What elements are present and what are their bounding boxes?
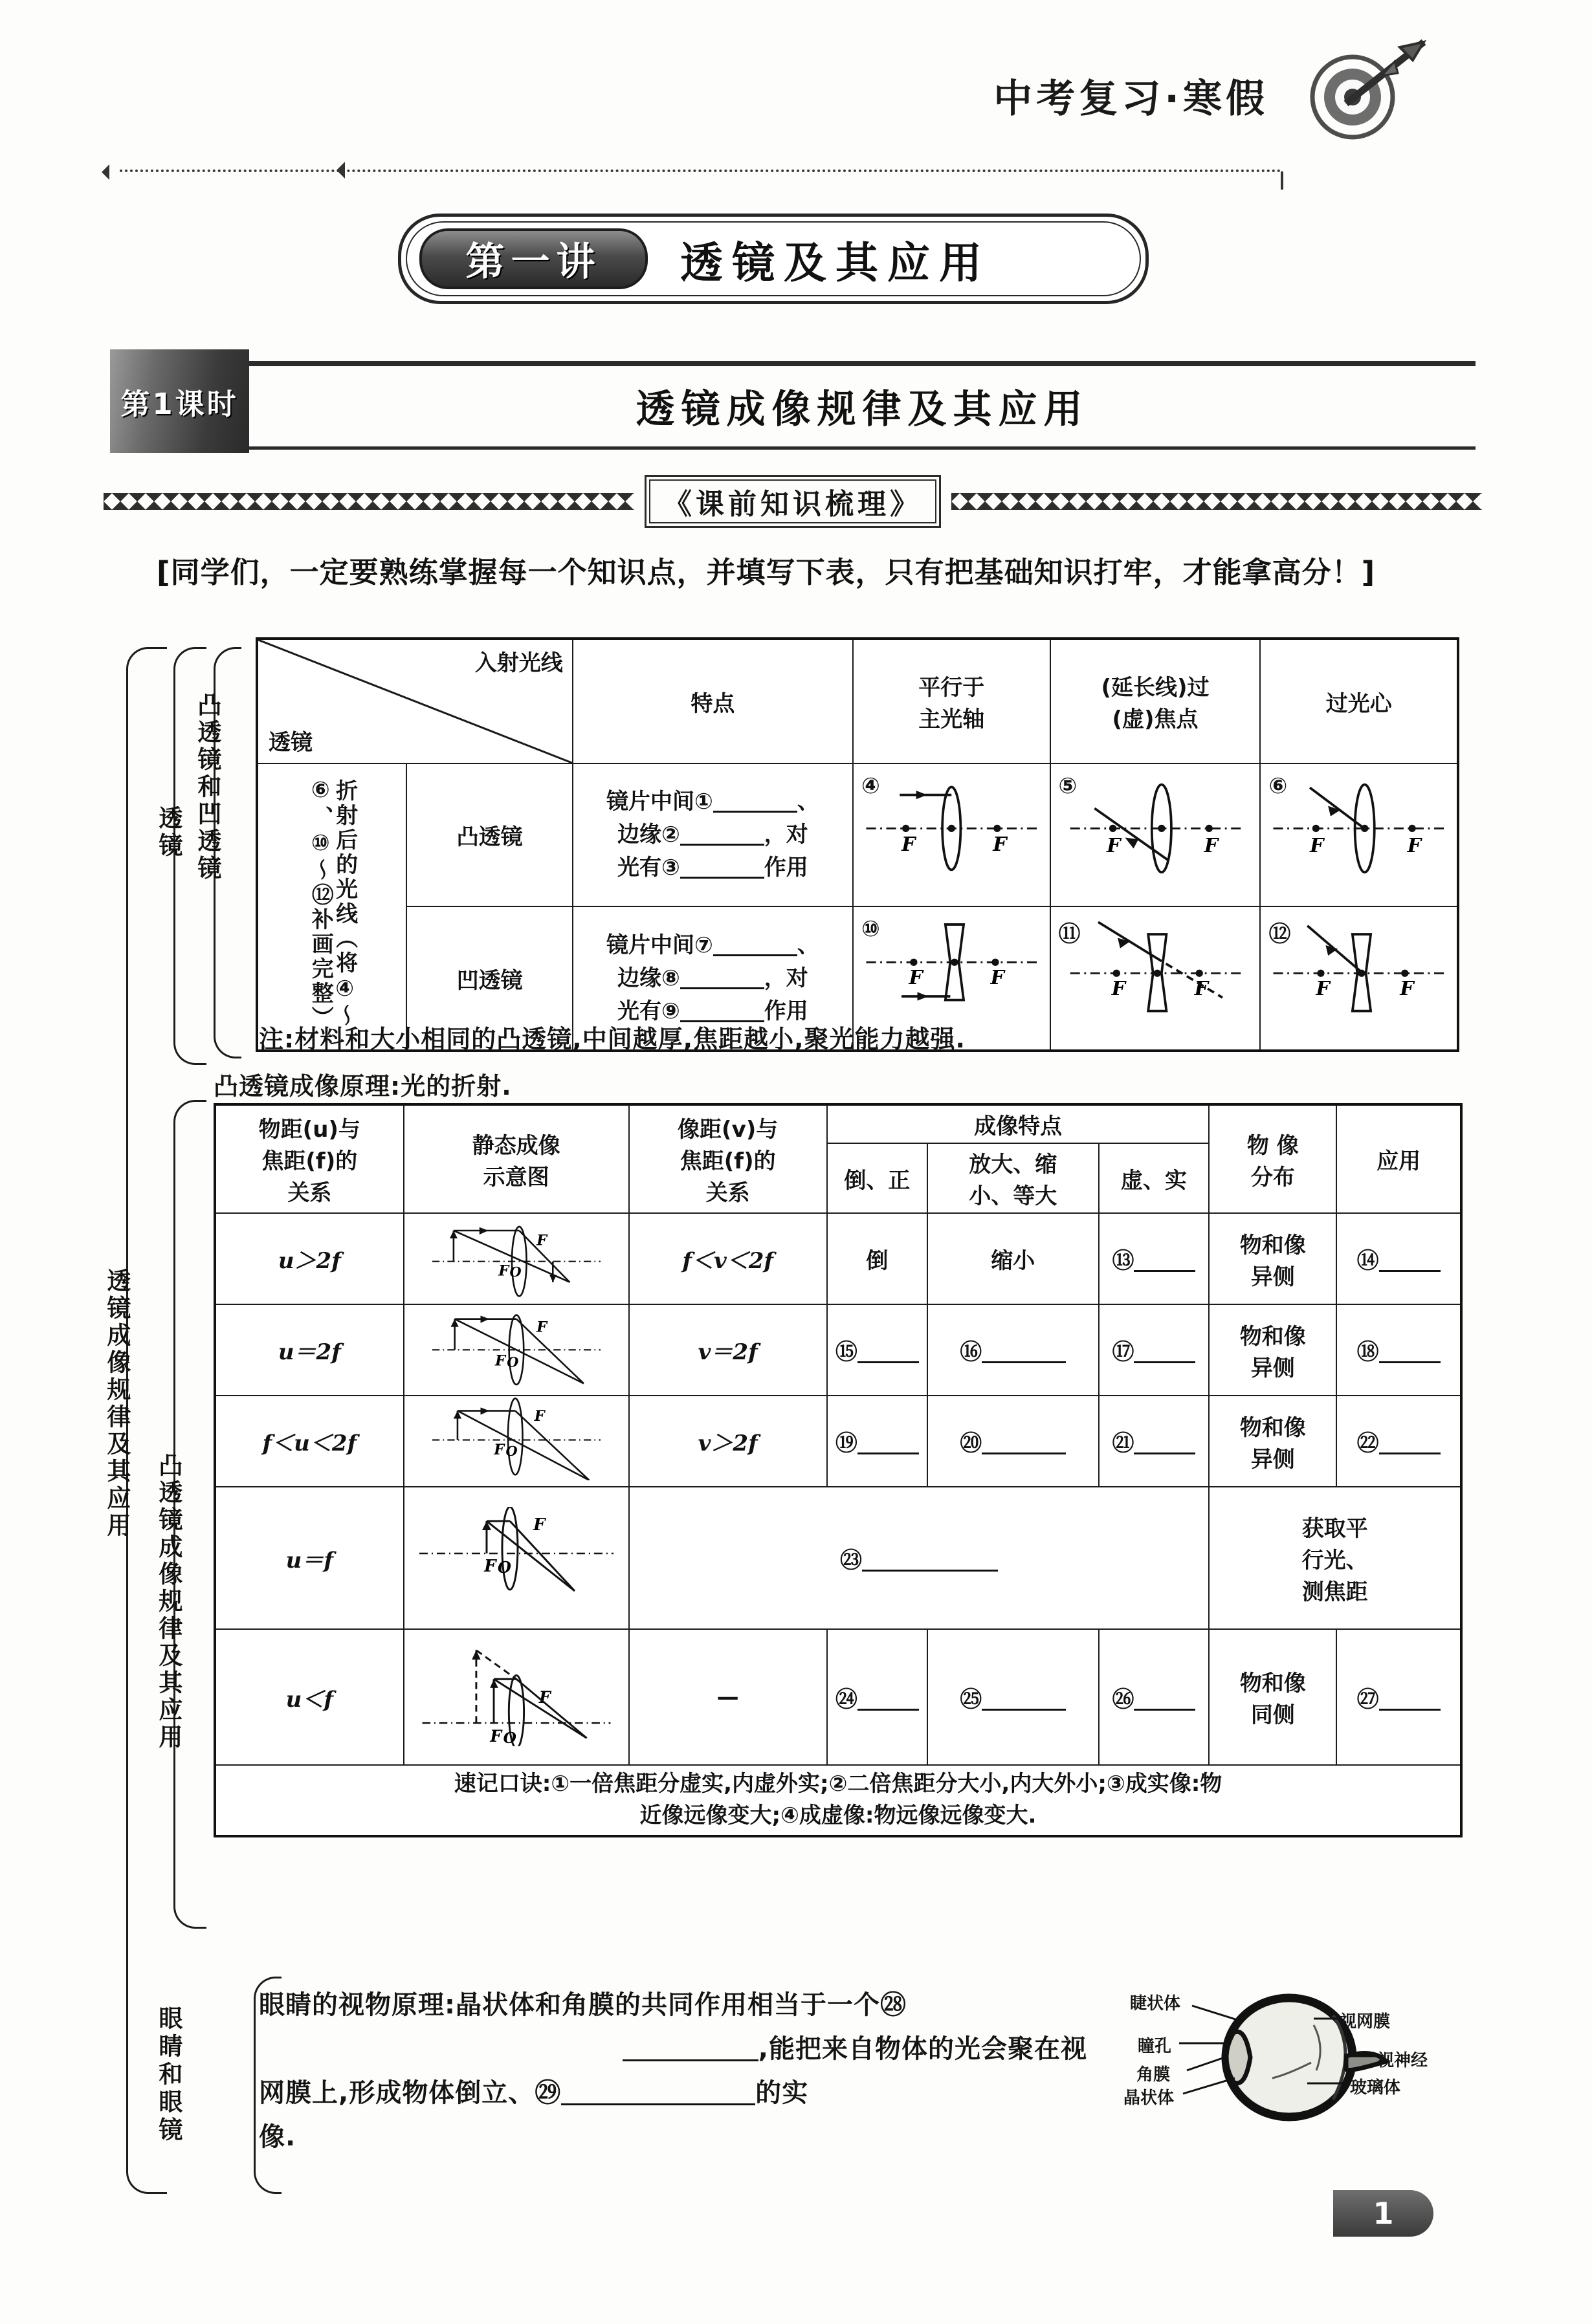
eye-line1 [259, 1983, 1087, 2027]
header-v-l3: 关系 [705, 1180, 750, 1206]
blank-number-13: ⑬ [1112, 1248, 1134, 1274]
svg-text:F: F [536, 1232, 547, 1249]
svg-text:F: F [1316, 978, 1331, 1001]
svg-text:F: F [901, 833, 916, 856]
row1-application [1336, 1213, 1461, 1304]
eye-text-c: 网膜上,形成物体倒立、㉙ [259, 2078, 562, 2108]
table-row [215, 1213, 1461, 1304]
blank-number-27: ㉗ [1356, 1686, 1379, 1713]
row4-u: u＝f [215, 1487, 404, 1629]
svg-text:F: F [483, 1556, 496, 1576]
header-arrow-marker [337, 162, 345, 179]
mnemonic-line1: ①一倍焦距分虚实,内虚外实;②二倍焦距分大小,内大外小;③成实像:物 [551, 1771, 1222, 1797]
header-lens: 透镜 [269, 730, 313, 756]
intro-paragraph [116, 553, 1476, 593]
row3-application [1336, 1396, 1461, 1487]
note-convex-thickness: 注:材料和大小相同的凸透镜,中间越厚,焦距越小,聚光能力越强. [259, 1025, 966, 1053]
svg-text:F: F [534, 1408, 545, 1425]
header-focus-l2: (虚)焦点 [1112, 707, 1199, 732]
outline-label-eye: 眼睛和眼镜 [154, 2006, 182, 2145]
blank-number-10: ⑩ [861, 916, 880, 943]
imaging-diagram-u-eq-2f [404, 1305, 628, 1389]
svg-text:F: F [1204, 834, 1218, 857]
row2-orientation [827, 1304, 927, 1396]
row4-diagram-cell [404, 1487, 629, 1629]
table-mnemonic-row [215, 1765, 1461, 1836]
row1-dist-l1: 物和像 [1239, 1232, 1306, 1258]
row1-v: f＜v＜2f [629, 1213, 827, 1304]
imaging-diagram-u-lt-f [404, 1643, 628, 1746]
blank-number-26: ㉖ [1112, 1686, 1134, 1713]
row5-application [1336, 1629, 1461, 1765]
row1-reality [1099, 1213, 1210, 1304]
concave-feature-line2 [577, 962, 848, 995]
row5-dist-l1: 物和像 [1239, 1671, 1306, 1696]
row1-size: 缩小 [927, 1213, 1099, 1304]
svg-text:F: F [993, 833, 1007, 856]
convex-lens-parallel-ray-diagram [854, 771, 1050, 874]
convex-feature-l1-b: 、 [797, 789, 819, 815]
running-head-title: 中考复习·寒假 [993, 76, 1268, 122]
eye-line4 [259, 2115, 1087, 2159]
header-image-distance [629, 1104, 827, 1213]
svg-text:F: F [909, 967, 923, 990]
row1-dist-l2: 异侧 [1250, 1264, 1295, 1290]
eye-text-e: 像. [259, 2122, 296, 2152]
row2-dist-l2: 异侧 [1250, 1355, 1295, 1381]
outline-label-imaging: 凸透镜成像规律及其应用 [154, 1453, 182, 1751]
header-size-l1: 放大、缩 [969, 1152, 1057, 1178]
header-imaging-features: 成像特点 [827, 1104, 1210, 1143]
chevron-left-icon: 《 [663, 488, 696, 521]
diagonal-header-cell [257, 639, 573, 763]
chapter-badge: 第一讲 [419, 228, 648, 289]
diagram-cell-concave-focus [1050, 906, 1261, 1051]
row5-v: — [629, 1629, 827, 1765]
concave-feature-line1 [577, 929, 848, 962]
eye-label-vitreous-body: 玻璃体 [1350, 2078, 1401, 2098]
row4-application [1209, 1487, 1461, 1629]
row3-u: f＜u＜2f [215, 1396, 404, 1487]
concave-feature-l1-a: 镜片中间⑦ [606, 932, 713, 958]
row4-app-l2: 行光、 [1301, 1547, 1368, 1573]
eye-line3 [259, 2071, 1087, 2115]
row5-u: u＜f [215, 1629, 404, 1765]
header-incident-ray: 入射光线 [474, 650, 563, 676]
eye-label-pupil: 瞳孔 [1138, 2037, 1172, 2056]
svg-text:F: F [498, 1262, 509, 1280]
row2-diagram-cell [404, 1304, 629, 1396]
chapter-banner [398, 214, 1149, 304]
svg-text:F: F [494, 1352, 505, 1370]
lesson-tab-label: 第1课时 [120, 386, 239, 421]
svg-text:F: F [1106, 834, 1121, 857]
header-object-distance [215, 1104, 404, 1213]
convex-feature-line1 [577, 785, 848, 818]
blank-number-20: ⑳ [960, 1431, 982, 1456]
row2-reality [1099, 1304, 1210, 1396]
blank-number-19: ⑲ [835, 1431, 857, 1456]
eye-label-optic-nerve: 视神经 [1377, 2051, 1428, 2070]
header-size-l2: 小、等大 [969, 1183, 1057, 1209]
convex-feature-l2-b: ，对 [764, 822, 808, 848]
row3-dist-l2: 异侧 [1250, 1446, 1295, 1473]
row1-diagram-cell [404, 1213, 629, 1304]
convex-feature-cell [573, 763, 853, 906]
page-number-badge: 1 [1333, 2190, 1433, 2237]
header-v-l1: 像距(v)与 [678, 1117, 779, 1143]
row5-orientation [827, 1629, 927, 1765]
header-diagram-l1: 静态成像 [472, 1132, 560, 1159]
blank-number-11: ⑪ [1058, 921, 1081, 948]
row4-app-l3: 测焦距 [1301, 1579, 1368, 1605]
row3-v: v＞2f [629, 1396, 827, 1487]
diamond-rule-right [951, 493, 1482, 510]
convex-feature-l1-a: 镜片中间① [606, 789, 713, 815]
svg-text:F: F [493, 1442, 504, 1459]
diagram-cell-concave-center [1260, 906, 1458, 1051]
lens-ray-table [256, 637, 1459, 1052]
table-header-row [257, 639, 1458, 763]
outline-label-lens: 透镜 [154, 806, 182, 860]
lesson-title-bar [249, 361, 1476, 450]
header-parallel-l1: 平行于 [918, 675, 985, 701]
row2-dist-l1: 物和像 [1239, 1323, 1306, 1350]
svg-text:F: F [1194, 978, 1208, 1001]
blank-number-12: ⑫ [1268, 921, 1291, 948]
svg-text:F: F [1400, 978, 1415, 1001]
section-heading-label: 课前知识梳理 [696, 488, 890, 521]
row4-app-l1: 获取平 [1301, 1515, 1368, 1542]
row5-size [927, 1629, 1099, 1765]
eye-label-retina: 视网膜 [1340, 2012, 1391, 2032]
header-distribution [1209, 1104, 1336, 1213]
convex-feature-l2-a: 边缘② [617, 822, 680, 848]
row3-orientation [827, 1396, 927, 1487]
header-v-l2: 焦距(f)的 [680, 1148, 776, 1174]
header-application: 应用 [1336, 1104, 1461, 1213]
diagram-cell-convex-center [1260, 763, 1458, 906]
eye-text-b: ,能把来自物体的光会聚在视 [758, 2034, 1087, 2064]
concave-feature-l2-b: ，对 [764, 965, 808, 991]
blank-number-17: ⑰ [1112, 1339, 1134, 1365]
eye-anatomy-figure [1120, 1980, 1456, 2154]
concave-feature-l2-a: 边缘⑧ [617, 965, 680, 991]
refracted-ray-label-cell [257, 763, 406, 1051]
table-row [215, 1304, 1461, 1396]
svg-text:F: F [536, 1319, 547, 1336]
header-diagram [404, 1104, 629, 1213]
header-size [927, 1143, 1099, 1213]
header-feature: 特点 [573, 639, 853, 763]
header-parallel [853, 639, 1050, 763]
blank-number-6: ⑥ [1268, 773, 1288, 799]
section-divider [104, 479, 1482, 524]
row3-diagram-cell [404, 1396, 629, 1487]
eye-label-lens: 晶状体 [1123, 2088, 1175, 2108]
row2-application [1336, 1304, 1461, 1396]
blank-number-24: ㉔ [835, 1686, 857, 1713]
eye-line2 [259, 2027, 1087, 2071]
table-row [257, 763, 1458, 906]
convex-feature-l3-b: 作用 [764, 855, 808, 881]
row3-size [927, 1396, 1099, 1487]
eye-label-cornea: 角膜 [1136, 2065, 1171, 2085]
header-u-l2: 焦距(f)的 [261, 1148, 358, 1174]
blank-number-18: ⑱ [1356, 1339, 1379, 1365]
header-reality: 虚、实 [1099, 1143, 1210, 1213]
svg-text:F: F [1310, 834, 1324, 857]
header-focus-l1: (延长线)过 [1101, 675, 1210, 701]
outline-label-root: 透镜成像规律及其应用 [102, 1268, 131, 1540]
concave-feature-l3-b: 作用 [764, 998, 808, 1024]
note-imaging-principle: 凸透镜成像原理:光的折射. [214, 1072, 512, 1101]
table-row [215, 1629, 1461, 1765]
blank-number-14: ⑭ [1356, 1248, 1379, 1274]
intro-text: [同学们，一定要熟练掌握每一个知识点，并填写下表，只有把基础知识打牢，才能拿高分！] [157, 555, 1376, 589]
convex-lens-focus-ray-diagram [1051, 771, 1260, 874]
row2-v: v＝2f [629, 1304, 827, 1396]
row5-dist-l2: 同侧 [1250, 1702, 1295, 1728]
row1-distribution [1209, 1213, 1336, 1304]
convex-feature-l3-a: 光有③ [617, 855, 680, 881]
svg-text:O: O [497, 1557, 511, 1577]
imaging-rules-table [214, 1103, 1463, 1837]
lesson-title: 透镜成像规律及其应用 [636, 387, 1089, 432]
svg-text:O: O [506, 1354, 519, 1370]
convex-lens-center-ray-diagram [1261, 771, 1457, 874]
target-arrow-icon [1285, 36, 1446, 142]
concave-feature-l3-a: 光有⑨ [617, 998, 680, 1024]
row2-size [927, 1304, 1099, 1396]
convex-feature-line3 [577, 851, 848, 884]
row3-distribution [1209, 1396, 1336, 1487]
table-row [215, 1396, 1461, 1487]
diagram-cell-convex-focus [1050, 763, 1261, 906]
blank-number-22: ㉒ [1356, 1431, 1379, 1456]
row3-dist-l1: 物和像 [1239, 1414, 1306, 1441]
mnemonic-cell [215, 1765, 1461, 1836]
convex-feature-line2 [577, 818, 848, 851]
blank-number-25: ㉕ [960, 1686, 982, 1713]
header-dist-l2: 分布 [1250, 1164, 1295, 1190]
row2-u: u＝2f [215, 1304, 404, 1396]
header-diagram-l2: 示意图 [483, 1164, 549, 1190]
section-heading [645, 475, 941, 528]
header-u-l1: 物距(u)与 [258, 1117, 360, 1143]
imaging-diagram-f-lt-u-lt-2f [404, 1396, 628, 1480]
row1-orientation: 倒 [827, 1213, 927, 1304]
diagram-cell-convex-parallel [853, 763, 1050, 906]
concave-lens-parallel-ray-diagram [854, 914, 1050, 1017]
svg-text:O: O [509, 1264, 522, 1280]
refracted-ray-label: 折射后的光线（将④～⑥、⑩～⑫补画完整） [307, 777, 358, 1031]
header-focus [1050, 639, 1261, 763]
row4-span-cell [629, 1487, 1210, 1629]
eye-label-ciliary-body: 睫状体 [1130, 1994, 1181, 2013]
row3-reality [1099, 1396, 1210, 1487]
blank-number-21: ㉑ [1112, 1431, 1134, 1456]
header-divider-line [120, 170, 1281, 174]
svg-text:F: F [990, 967, 1004, 990]
svg-text:F: F [538, 1687, 551, 1707]
blank-number-4: ④ [861, 773, 880, 799]
svg-text:O: O [505, 1442, 518, 1459]
lesson-tab [110, 349, 249, 453]
concave-lens-focus-ray-diagram [1051, 914, 1260, 1017]
blank-number-5: ⑤ [1058, 773, 1078, 799]
imaging-diagram-u-gt-2f [404, 1214, 628, 1298]
table-row [215, 1487, 1461, 1629]
header-optical-center: 过光心 [1260, 639, 1458, 763]
row5-distribution [1209, 1629, 1336, 1765]
diamond-rule-left [104, 493, 634, 510]
svg-text:F: F [1111, 978, 1125, 1001]
row5-diagram-cell [404, 1629, 629, 1765]
row2-distribution [1209, 1304, 1336, 1396]
row5-reality [1099, 1629, 1210, 1765]
row-lens-concave: 凹透镜 [406, 906, 572, 1051]
outline-label-lens-sub: 凸透镜和凹透镜 [193, 692, 221, 882]
eye-principle-paragraph [259, 1983, 1087, 2159]
imaging-diagram-u-eq-f [404, 1507, 628, 1604]
svg-text:F: F [489, 1726, 502, 1746]
blank-number-16: ⑯ [960, 1339, 982, 1365]
lesson-bar [110, 349, 1476, 453]
mnemonic-label: 速记口诀: [454, 1771, 551, 1797]
chapter-title: 透镜及其应用 [680, 237, 991, 288]
svg-text:O: O [503, 1729, 516, 1746]
svg-text:F: F [1408, 834, 1422, 857]
blank-number-23: ㉓ [839, 1547, 862, 1573]
header-u-l3: 关系 [287, 1180, 332, 1206]
table-header-row [215, 1104, 1461, 1143]
header-orientation: 倒、正 [827, 1143, 927, 1213]
eye-text-a: 眼睛的视物原理:晶状体和角膜的共同作用相当于一个㉘ [259, 1990, 907, 2020]
header-parallel-l2: 主光轴 [918, 707, 985, 732]
row1-u: u＞2f [215, 1213, 404, 1304]
svg-text:F: F [533, 1515, 546, 1535]
blank-number-15: ⑮ [835, 1339, 857, 1365]
chevron-right-icon: 》 [890, 488, 922, 521]
mnemonic-line2: 近像远像变大;④成虚像:物远像远像变大. [639, 1803, 1037, 1829]
concave-feature-l1-b: 、 [797, 932, 819, 958]
eye-text-d: 的实 [755, 2078, 809, 2108]
row-lens-convex: 凸透镜 [406, 763, 572, 906]
header-dist-l1: 物 像 [1246, 1132, 1299, 1159]
